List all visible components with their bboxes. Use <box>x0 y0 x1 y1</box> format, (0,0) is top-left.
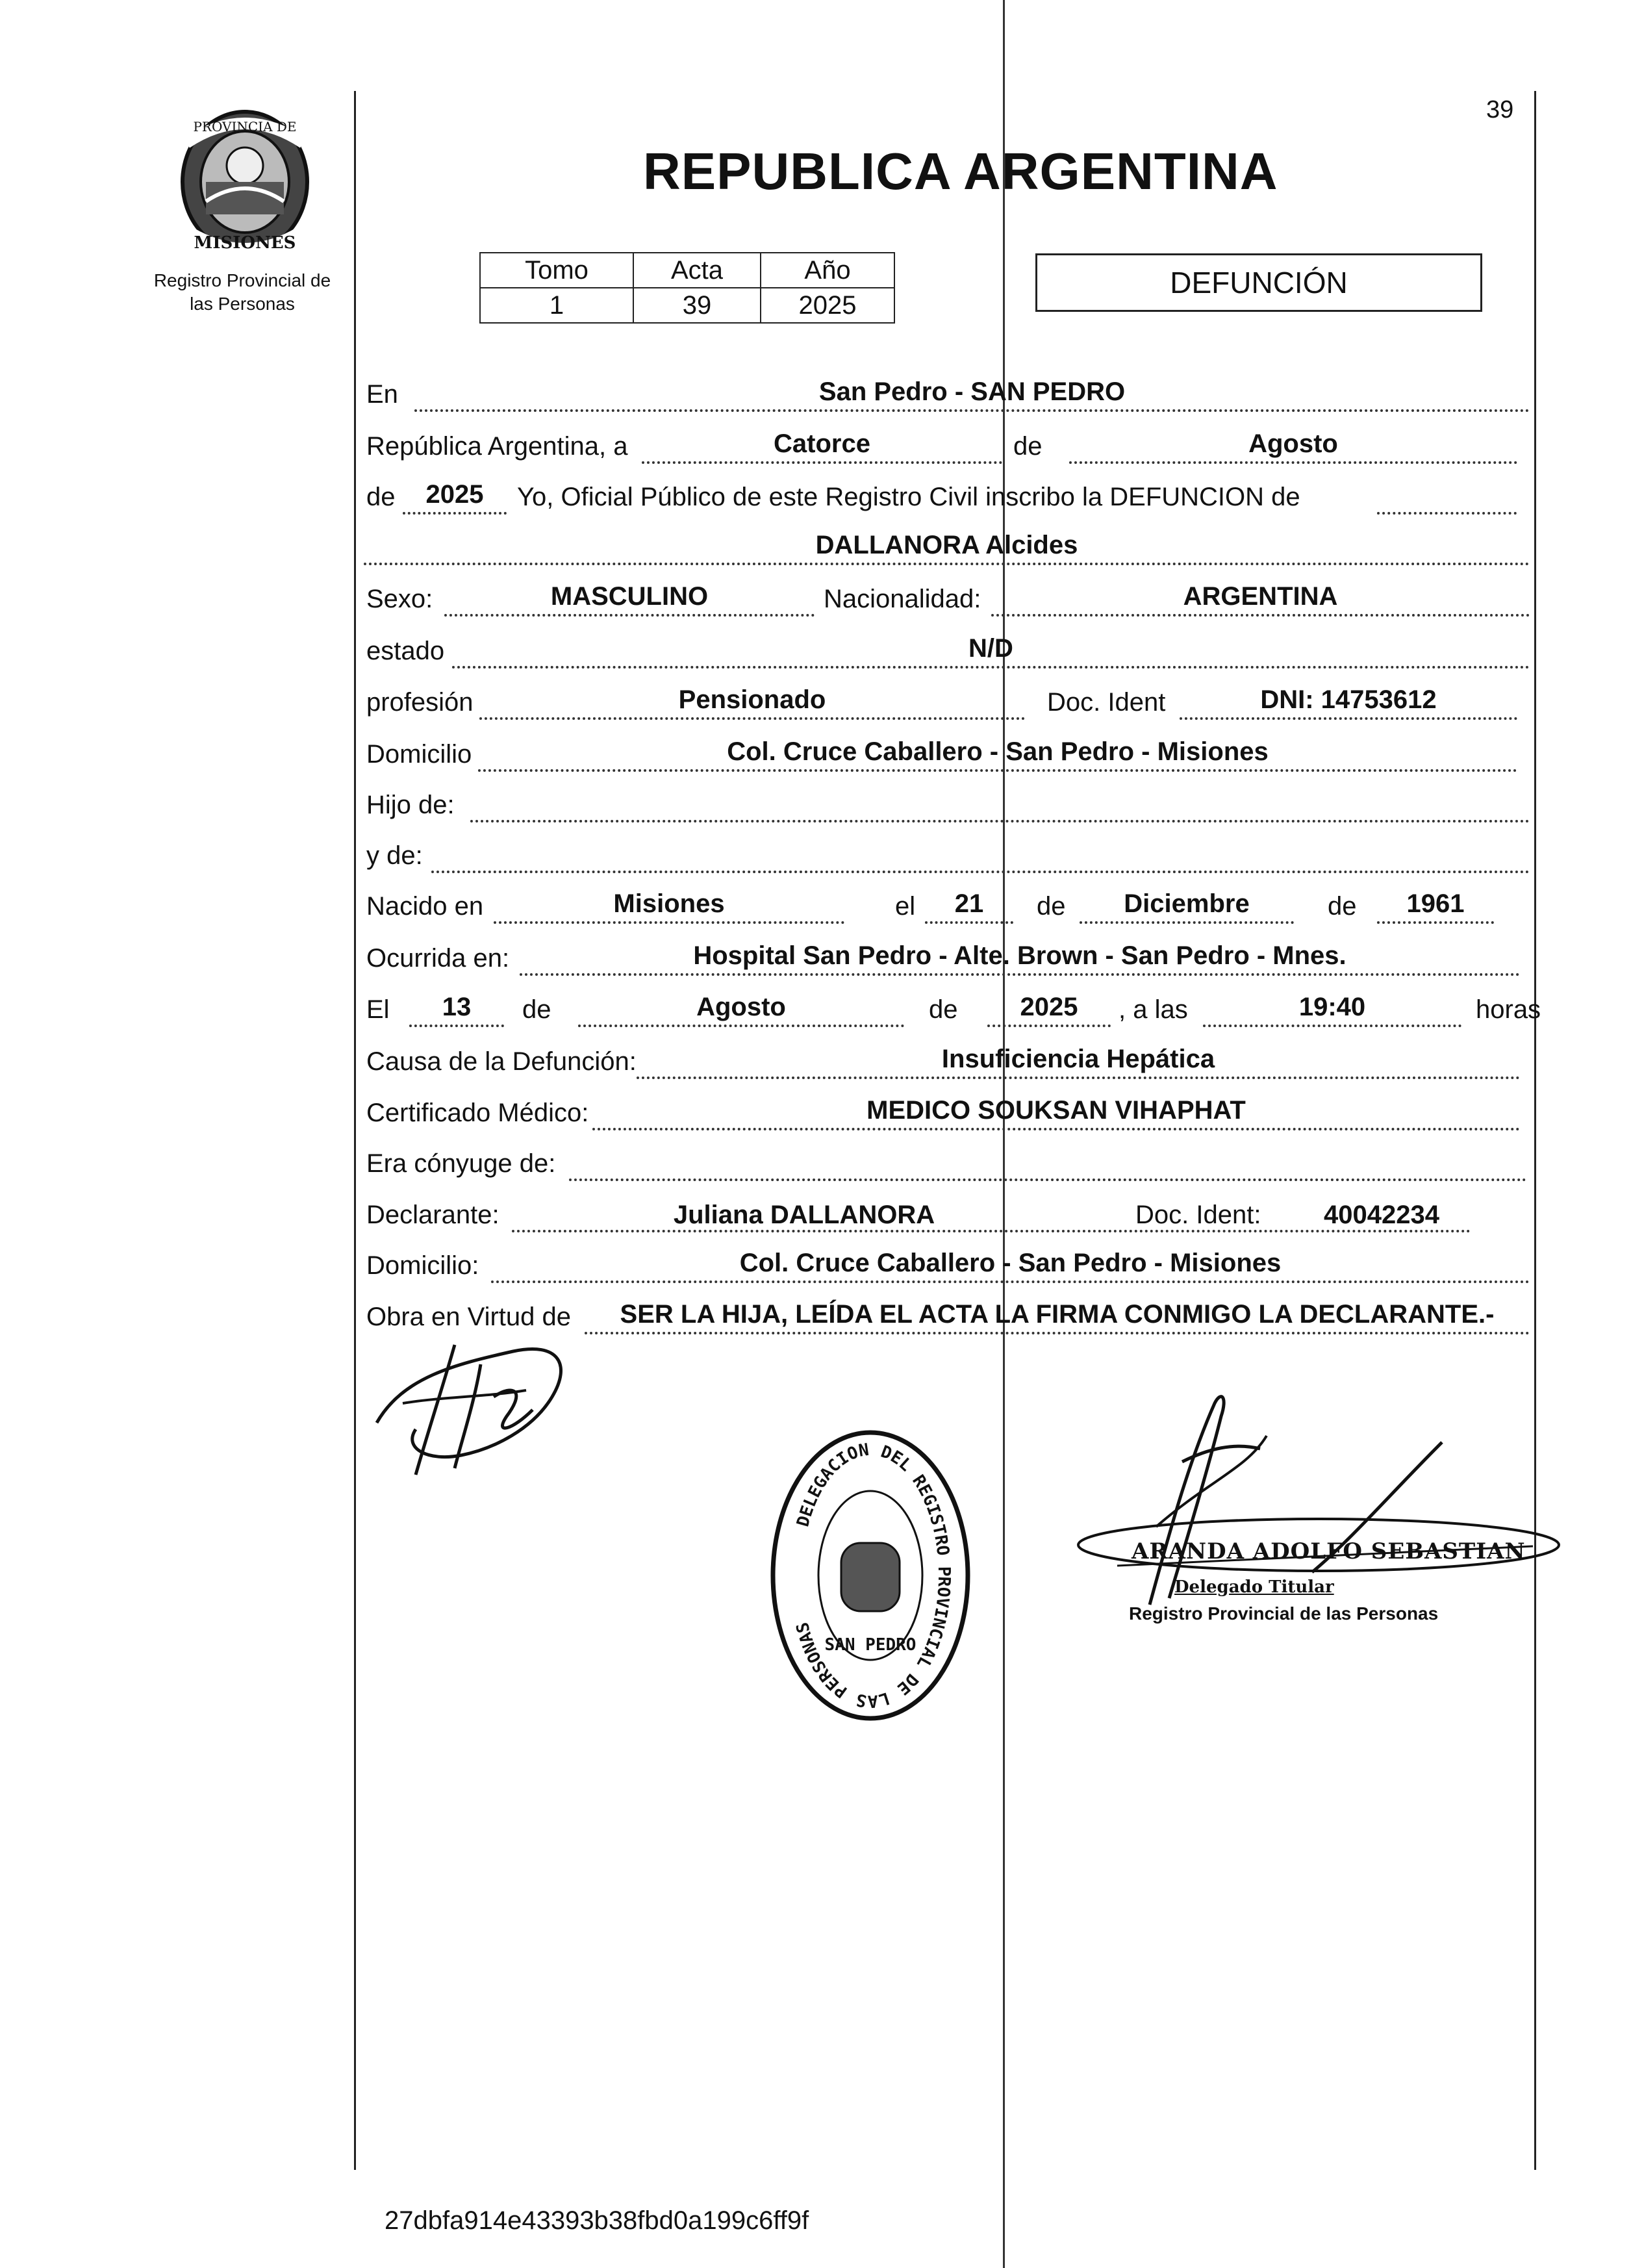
en-field: San Pedro - SAN PEDRO <box>414 376 1530 412</box>
horas-label: horas <box>1476 995 1541 1024</box>
doc-ident2-field: 40042234 <box>1324 1201 1439 1229</box>
nacido-lugar-field: Misiones <box>494 887 844 924</box>
official-seal-icon <box>763 1423 978 1728</box>
de-label-4: de <box>1328 892 1357 921</box>
row-certificado <box>364 1095 1530 1134</box>
tomo-value: 1 <box>480 288 633 323</box>
obra-label: Obra en Virtud de <box>366 1303 572 1331</box>
a-las-label: , a las <box>1119 995 1188 1024</box>
left-margin-rule <box>354 91 356 2170</box>
el2-label: El <box>366 995 390 1024</box>
domicilio2-label: Domicilio: <box>366 1251 479 1280</box>
row-conyuge <box>364 1146 1530 1185</box>
obra-field: SER LA HIJA, LEÍDA EL ACTA LA FIRMA CONMIGO LA DECLARANTE.- <box>585 1298 1530 1334</box>
row-y-de <box>364 838 1530 877</box>
y-de-label: y de: <box>366 841 423 870</box>
row-sexo <box>364 581 1530 620</box>
row-causa <box>364 1044 1530 1083</box>
doc-ident2-label: Doc. Ident: <box>1132 1201 1265 1230</box>
de-label-6: de <box>929 995 958 1024</box>
mes-field: Agosto <box>1069 427 1517 464</box>
domicilio2-field: Col. Cruce Caballero - San Pedro - Misiones <box>491 1247 1530 1283</box>
def-dia-field: 13 <box>409 991 504 1027</box>
profesion-field: Pensionado <box>479 683 1025 720</box>
declarant-signature-icon <box>364 1325 578 1481</box>
nacido-mes-field: Diciembre <box>1080 887 1294 924</box>
domicilio-label: Domicilio <box>366 740 472 769</box>
anio-field: 2025 <box>403 478 507 515</box>
right-margin-rule <box>1534 91 1536 2170</box>
y-de-field <box>431 837 1530 873</box>
row-fecha <box>364 429 1530 468</box>
certificado-label: Certificado Médico: <box>366 1099 589 1127</box>
profesion-label: profesión <box>366 688 474 717</box>
document-type-box <box>1035 253 1482 312</box>
nacionalidad-field: ARGENTINA <box>991 580 1530 617</box>
page-number: 39 <box>1486 96 1514 123</box>
hijo-field <box>470 786 1530 822</box>
def-anio-field: 2025 <box>987 991 1111 1027</box>
acta-value: 39 <box>633 288 761 323</box>
record-table <box>479 252 895 324</box>
row-nombre <box>364 530 1530 569</box>
row-nacido <box>364 889 1530 928</box>
row-declarante <box>364 1197 1530 1236</box>
official-office: Registro Provincial de las Personas <box>1129 1603 1439 1624</box>
conyuge-label: Era cónyuge de: <box>366 1149 556 1178</box>
dia-field: Catorce <box>642 427 1002 464</box>
record-table-value-row <box>480 288 894 323</box>
causa-label: Causa de la Defunción: <box>366 1047 637 1076</box>
de-label-3: de <box>1037 892 1066 921</box>
row-ocurrida <box>364 941 1530 980</box>
anio-header: Año <box>761 253 894 288</box>
row-en <box>364 377 1530 416</box>
nacido-label: Nacido en <box>366 892 484 921</box>
acta-header: Acta <box>633 253 761 288</box>
row-hijo <box>364 787 1530 826</box>
official-role: Delegado Titular <box>1174 1577 1334 1597</box>
anio-value: 2025 <box>761 288 894 323</box>
declarante-label: Declarante: <box>366 1201 499 1229</box>
def-mes-field: Agosto <box>578 991 904 1027</box>
sexo-field: MASCULINO <box>444 580 815 617</box>
de-label-5: de <box>522 995 551 1024</box>
ocurrida-field: Hospital San Pedro - Alte. Brown - San Pedro - Mnes. <box>520 939 1520 976</box>
doc-ident-label: Doc. Ident <box>1047 688 1166 717</box>
estado-label: estado <box>366 637 445 665</box>
inscribo-tail-field <box>1377 478 1517 515</box>
svg-text:DELEGACION DEL REGISTRO PROVIN: DELEGACION DEL REGISTRO PROVINCIAL DE LAS PERSONAS <box>792 1440 954 1711</box>
row-profesion <box>364 685 1530 724</box>
certificado-field: MEDICO SOUKSAN VIHAPHAT <box>592 1094 1520 1130</box>
nacido-dia-field: 21 <box>925 887 1013 924</box>
republica-label: República Argentina, a <box>366 432 628 461</box>
document-hash: 27dbfa914e43393b38fbd0a199c6ff9f <box>385 2206 809 2235</box>
sexo-label: Sexo: <box>366 585 433 613</box>
document-type: DEFUNCIÓN <box>1170 266 1348 299</box>
el-label: el <box>895 892 916 921</box>
row-domicilio2 <box>364 1248 1530 1287</box>
row-inscribo <box>364 479 1530 518</box>
nombre-field: DALLANORA Alcides <box>364 529 1530 565</box>
svg-text:PROVINCIA DE: PROVINCIA DE <box>193 119 297 134</box>
conyuge-field <box>569 1145 1526 1181</box>
def-hora-field: 19:40 <box>1203 991 1461 1027</box>
registry-label: Registro Provincial de las Personas <box>153 270 331 314</box>
en-label: En <box>366 380 398 409</box>
misiones-coat-of-arms-icon <box>170 104 320 260</box>
ocurrida-label: Ocurrida en: <box>366 944 510 973</box>
record-table-header-row <box>480 253 894 288</box>
nacionalidad-label: Nacionalidad: <box>824 585 981 613</box>
causa-field: Insuficiencia Hepática <box>637 1043 1520 1079</box>
svg-text:SAN PEDRO: SAN PEDRO <box>824 1635 917 1655</box>
domicilio-field: Col. Cruce Caballero - San Pedro - Misiones <box>478 735 1517 772</box>
row-estado <box>364 633 1530 672</box>
row-defuncion-fecha <box>364 992 1541 1031</box>
official-name: ARANDA ADOLFO SEBASTIAN <box>1132 1538 1526 1564</box>
row-domicilio <box>364 737 1530 776</box>
de-label: de <box>1013 432 1043 461</box>
declarante-field: Juliana DALLANORA <box>673 1201 935 1229</box>
nacido-anio-field: 1961 <box>1377 887 1494 924</box>
doc-ident-field: DNI: 14753612 <box>1180 683 1517 720</box>
hijo-label: Hijo de: <box>366 791 455 819</box>
page-title: REPUBLICA ARGENTINA <box>643 142 1278 200</box>
svg-text:MISIONES: MISIONES <box>194 233 296 253</box>
estado-field: N/D <box>452 632 1530 669</box>
tomo-header: Tomo <box>480 253 633 288</box>
de-label-2: de <box>366 483 396 511</box>
inscribo-text: Yo, Oficial Público de este Registro Civil inscribo la DEFUNCION de <box>517 483 1300 511</box>
